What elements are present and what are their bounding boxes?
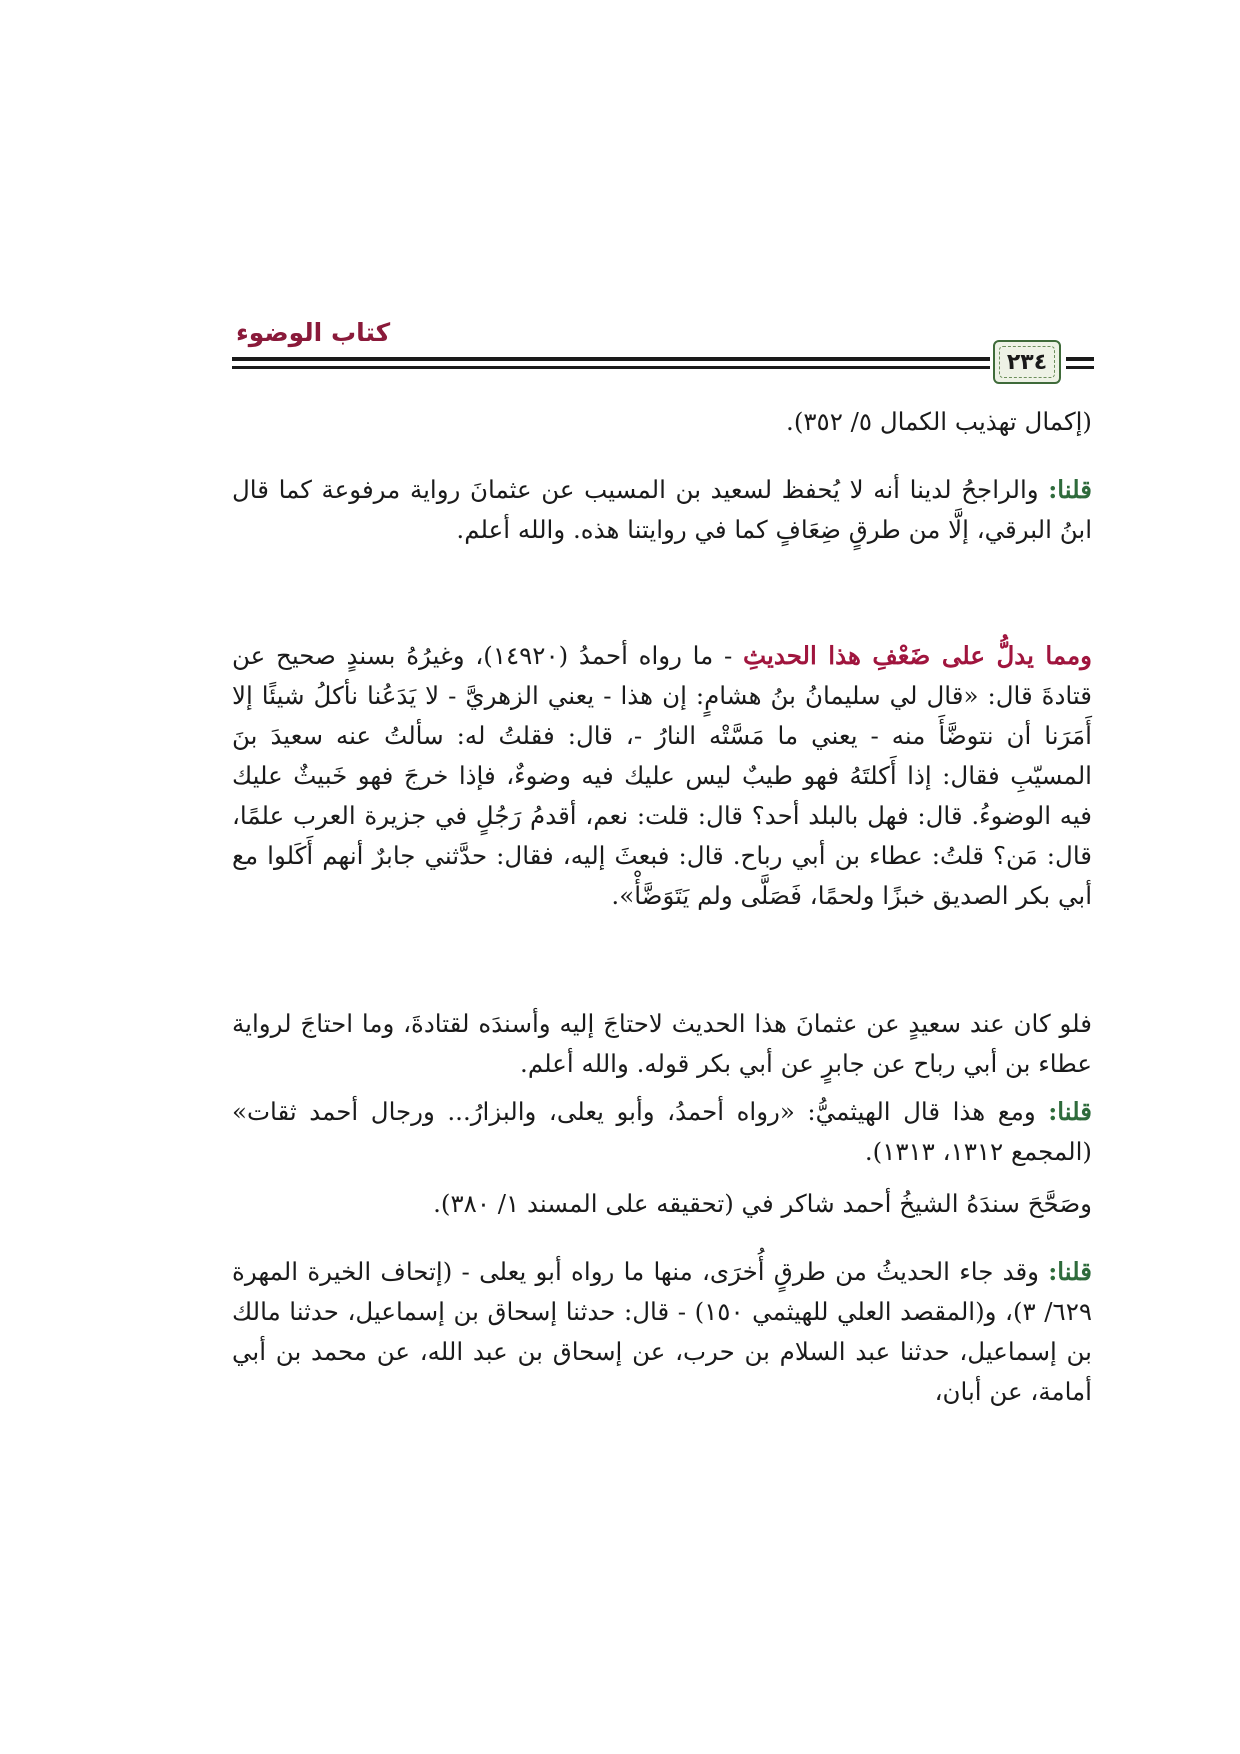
header-rule-right-bottom — [1066, 366, 1094, 369]
paragraph — [232, 636, 1092, 916]
paragraph — [232, 470, 1092, 550]
paragraph-body: ومع هذا قال الهيثميُّ: «رواه أحمدُ، وأبو يعلى، والبزارُ... ورجال أحمد ثقات» (المجمع ١٣١٢، ١٣١٣). — [232, 1097, 1092, 1166]
paragraph-lead: قلنا: — [1048, 475, 1092, 504]
paragraph-lead: قلنا: — [1048, 1097, 1092, 1126]
paragraph — [232, 1004, 1092, 1084]
header-rule-right-top — [1066, 357, 1094, 361]
paragraph-body: - ما رواه أحمدُ (١٤٩٢٠)، وغيرُهُ بسندٍ صحيح عن قتادةَ قال: «قال لي سليمانُ بنُ هشامٍ: إن هذا - يعني الزهريَّ - لا يَدَعُنا نأكلُ شيئًا إلا أَمَرَنا أن نتوضَّأَ منه - يعني ما مَسَّتْه النارُ -، قال: فقلتُ له: سألتُ عنه سعيدَ بنَ المسيّبِ فقال: إذا أَكلتَهُ فهو طيبٌ ليس عليك فيه وضوءٌ، فإذا خرجَ فهو خَبيثٌ عليك فيه الوضوءُ. قال: فهل بالبلد أحد؟ قال: قلت: نعم، أقدمُ رَجُلٍ في جزيرة العرب علمًا، قال: مَن؟ قلتُ: عطاء بن أبي رباح. قال: فبعثَ إليه، فقال: حدَّثني جابرٌ أنهم أَكَلوا مع أبي بكر الصديق خبزًا ولحمًا، فَصَلَّى ولم يَتَوَضَّأْ». — [232, 641, 1092, 910]
paragraph-body: (إكمال تهذيب الكمال ٥/ ٣٥٢). — [786, 407, 1092, 436]
paragraph-body: والراجحُ لدينا أنه لا يُحفظ لسعيد بن المسيب عن عثمانَ رواية مرفوعة كما قال ابنُ البرقي، إلَّا من طرقٍ ضِعَافٍ كما في روايتنا هذه. والله أعلم. — [232, 475, 1092, 544]
paragraph — [232, 402, 1092, 442]
paragraph-body: وقد جاء الحديثُ من طرقٍ أُخرَى، منها ما رواه أبو يعلى - (إتحاف الخيرة المهرة ٦٢٩/ ٣)، و(المقصد العلي للهيثمي ١٥٠) - قال: حدثنا إسحاق بن إسماعيل، حدثنا مالك بن إسماعيل، حدثنا عبد السلام بن حرب، عن إسحاق بن عبد الله، عن محمد بن أبي أمامة، عن أبان، — [232, 1257, 1093, 1406]
page-number: ٢٣٤ — [1006, 349, 1048, 375]
paragraph — [232, 1184, 1092, 1224]
paragraph-body: وصَحَّحَ سندَهُ الشيخُ أحمد شاكر في (تحقيقه على المسند ١/ ٣٨٠). — [433, 1189, 1092, 1218]
paragraph — [232, 1092, 1092, 1172]
header-rule-top — [232, 357, 990, 361]
paragraph-lead: ومما يدلُّ على ضَعْفِ هذا الحديثِ — [743, 641, 1092, 670]
page-number-badge — [993, 340, 1061, 384]
paragraph-body: فلو كان عند سعيدٍ عن عثمانَ هذا الحديث لاحتاجَ إليه وأسندَه لقتادةَ، وما احتاجَ لرواية عطاء بن أبي رباح عن جابرٍ عن أبي بكر قوله. والله أعلم. — [232, 1009, 1093, 1078]
paragraph — [232, 1252, 1092, 1412]
paragraph-lead: قلنا: — [1048, 1257, 1092, 1286]
book-title: كتاب الوضوء — [236, 318, 391, 347]
header-rule-bottom — [232, 366, 990, 369]
